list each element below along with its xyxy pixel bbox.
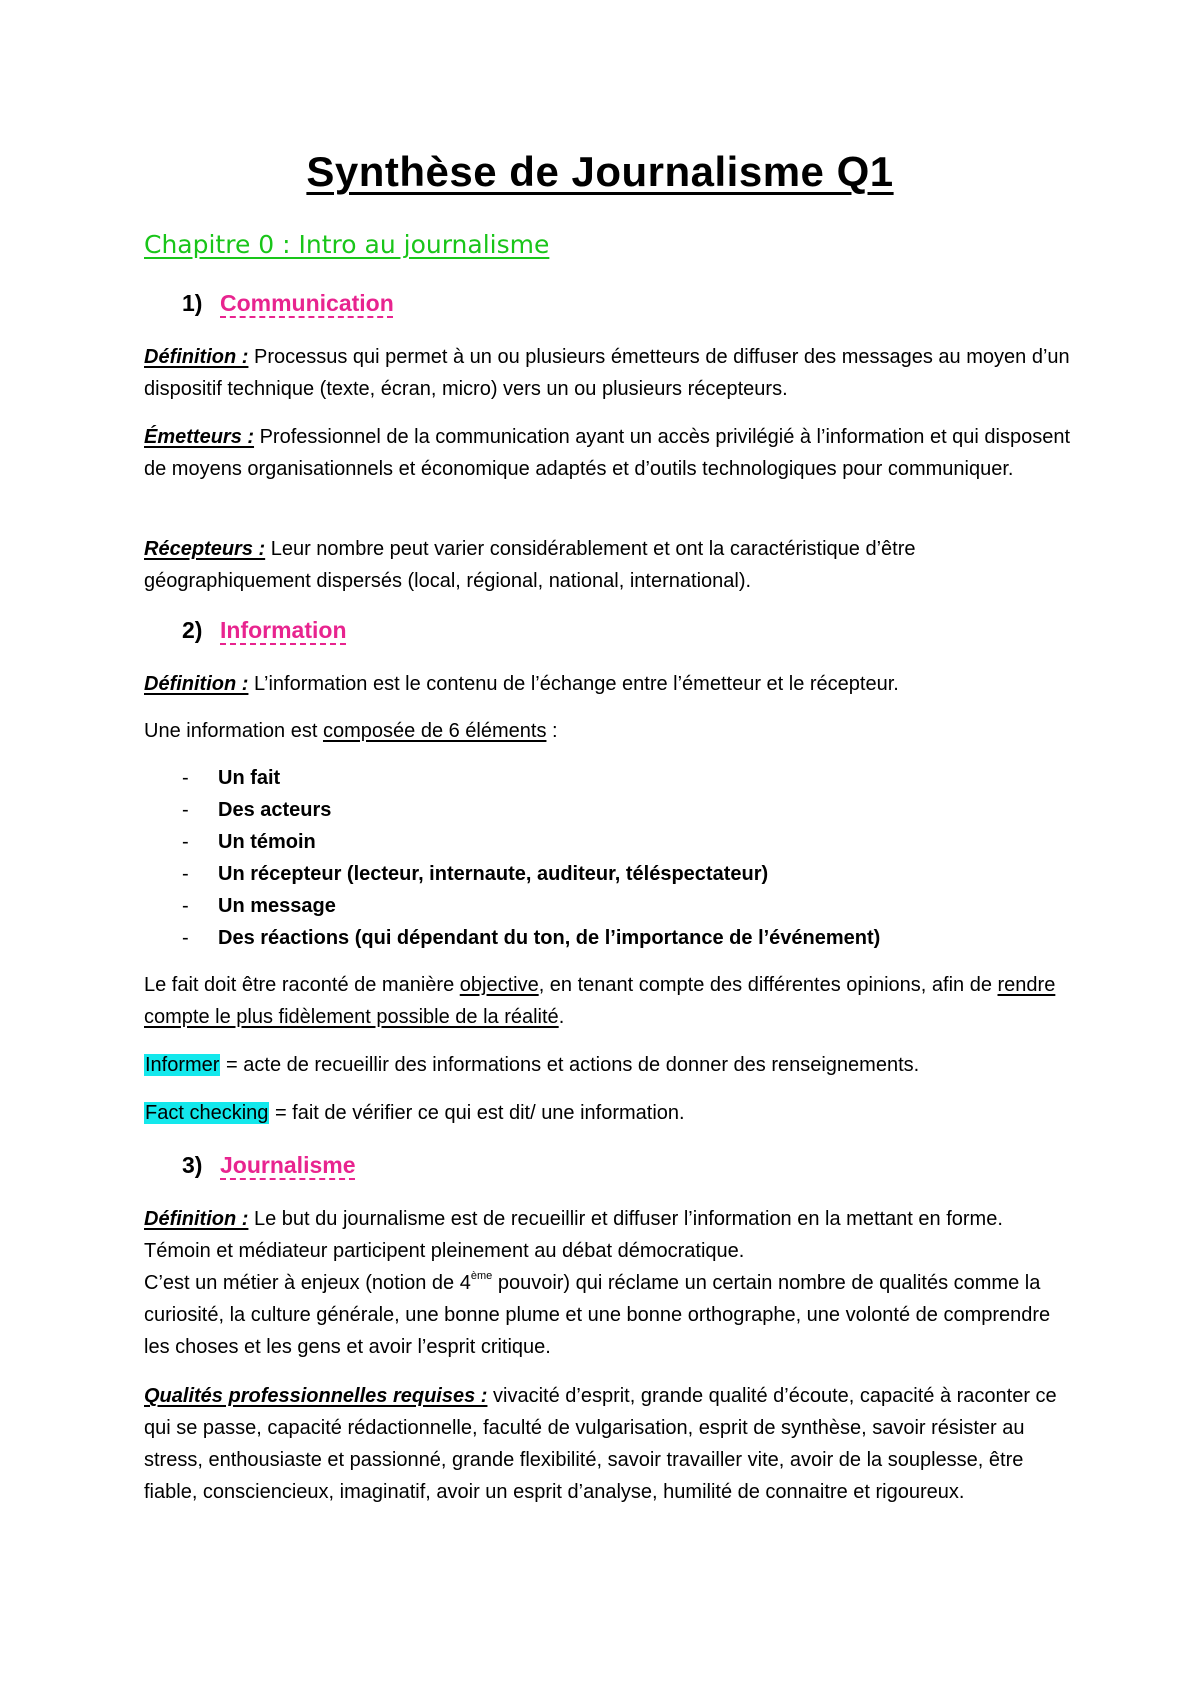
communication-emetteurs (144, 421, 1074, 485)
list-item-text: Un récepteur (lecteur, internaute, auditeur, téléspectateur) (218, 863, 769, 885)
superscript: ème (470, 1270, 493, 1282)
composition-text: Une information est (144, 720, 323, 742)
list-item-text: Des acteurs (218, 799, 332, 821)
text-run: Le fait doit être raconté de manière (144, 974, 460, 996)
list-item (182, 762, 880, 794)
fact-objectivity-paragraph (144, 969, 1074, 1033)
section-number: 3) (182, 1152, 203, 1178)
list-item (182, 890, 880, 922)
composition-after: : (546, 720, 558, 742)
list-bullet: - (182, 831, 189, 853)
list-item-text: Un fait (218, 767, 281, 789)
document-title: Synthèse de Journalisme Q1 (306, 148, 894, 195)
paragraph-label: Qualités professionnelles requises : (144, 1385, 488, 1407)
information-definition (144, 668, 1074, 700)
paragraph-label: Émetteurs : (144, 426, 255, 448)
paragraph-label: Définition : (144, 346, 249, 368)
communication-recepteurs (144, 533, 1074, 597)
fact-checking-definition (144, 1097, 1074, 1129)
list-bullet: - (182, 799, 189, 821)
composition-underlined: composée de 6 éléments (322, 720, 547, 742)
list-bullet: - (182, 767, 189, 789)
section-title: Journalisme (220, 1152, 356, 1178)
section-title: Information (220, 617, 347, 643)
paragraph-text: C’est un métier à enjeux (notion de 4 (144, 1272, 471, 1294)
list-item-text: Un message (218, 895, 336, 917)
highlighted-term: Informer (145, 1054, 220, 1076)
list-item (182, 794, 880, 826)
communication-definition (144, 341, 1074, 405)
informer-definition (144, 1049, 1074, 1081)
text-run: . (558, 1006, 565, 1028)
list-bullet: - (182, 895, 189, 917)
section-heading-communication (182, 290, 394, 317)
information-elements-list (182, 762, 880, 954)
list-item (182, 826, 880, 858)
underlined-objective: objective (459, 974, 539, 996)
term-definition: = fait de vérifier ce qui est dit/ une information. (269, 1102, 685, 1124)
paragraph-text: vivacité d’esprit, grande qualité d’écoute, capacité à raconter ce qui se passe, capacité rédactionnelle, faculté de vulgarisation, esprit de synthèse, savoir résister au stress, enthousiaste et passionné, grande flexibilité, savoir travailler vite, avoir de la souplesse, être fiable, consciencieux, imaginatif, avoir un esprit d’analyse, humilité de connaitre et rigoureux. (144, 1385, 1057, 1503)
list-item-text: Un témoin (218, 831, 316, 853)
section-heading-journalisme (182, 1152, 356, 1179)
section-number: 1) (182, 290, 203, 316)
section-number: 2) (182, 617, 203, 643)
paragraph-text: Leur nombre peut varier considérablement et ont la caractéristique d’être géographiquement dispersés (local, régional, national, international). (144, 538, 916, 592)
section-title: Communication (220, 290, 394, 316)
list-bullet: - (182, 863, 189, 885)
paragraph-text: Professionnel de la communication ayant un accès privilégié à l’information et qui disposent de moyens organisationnels et économique adaptés et d’outils technologiques pour communiquer. (144, 426, 1071, 480)
paragraph-text: L’information est le contenu de l’échange entre l’émetteur et le récepteur. (248, 673, 899, 695)
text-run: , en tenant compte des différentes opinions, afin de (538, 974, 998, 996)
term-definition: = acte de recueillir des informations et actions de donner des renseignements. (220, 1054, 920, 1076)
underlined-phrase: rendre compte le plus fidèlement possible de la réalité (144, 974, 1056, 1028)
paragraph-text: Processus qui permet à un ou plusieurs émetteurs de diffuser des messages au moyen d’un dispositif technique (texte, écran, micro) vers un ou plusieurs récepteurs. (144, 346, 1070, 400)
journalisme-qualities (144, 1380, 1074, 1508)
journalisme-definition (144, 1203, 1074, 1363)
list-item (182, 922, 880, 954)
paragraph-label: Définition : (144, 673, 249, 695)
list-bullet: - (182, 927, 189, 949)
paragraph-label: Définition : (144, 1208, 249, 1230)
paragraph-text: Le but du journalisme est de recueillir et diffuser l’information en la mettant en forme. Témoin et médiateur participent pleinement au débat démocratique. (144, 1208, 1003, 1262)
highlighted-term: Fact checking (145, 1102, 269, 1124)
information-composition (144, 715, 1074, 747)
paragraph-label: Récepteurs : (144, 538, 266, 560)
section-heading-information (182, 617, 347, 644)
paragraph-text: pouvoir) qui réclame un certain nombre de qualités comme la curiosité, la culture générale, une bonne plume et une bonne orthographe, une volonté de comprendre les choses et les gens et avoir l’esprit critique. (144, 1272, 1051, 1358)
chapter-heading: Chapitre 0 : Intro au journalisme (144, 230, 550, 259)
list-item (182, 858, 880, 890)
list-item-text: Des réactions (qui dépendant du ton, de l’importance de l’événement) (218, 927, 881, 949)
